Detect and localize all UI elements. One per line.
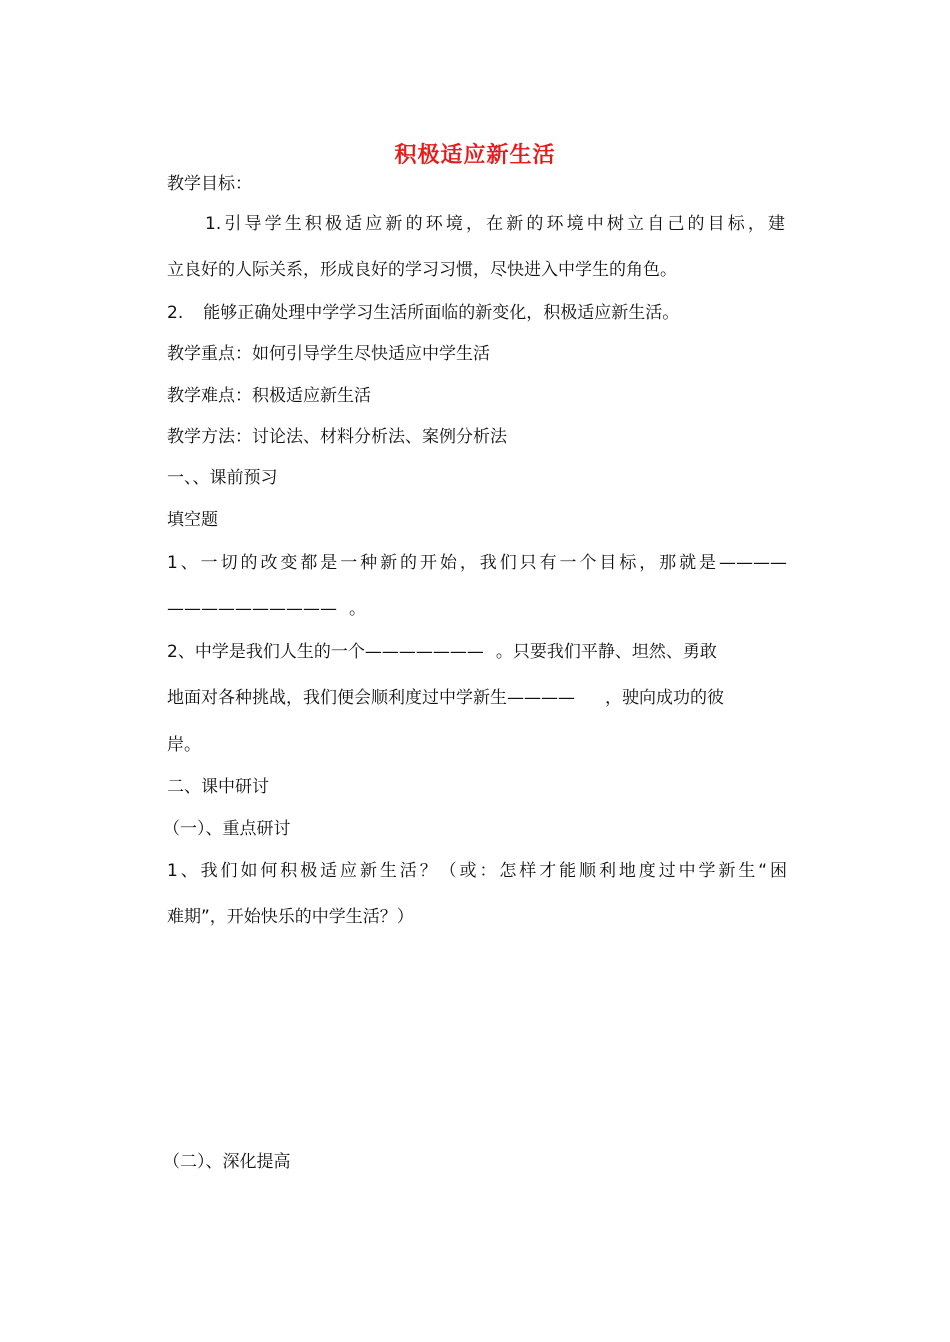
document-title: 积极适应新生活 xyxy=(394,143,556,168)
question-2-part-4: ，驶向成功的彼 xyxy=(605,688,724,708)
fill-blank-heading: 填空题 xyxy=(167,510,218,530)
subsection-2-heading: （二）、深化提高 xyxy=(163,1152,291,1172)
section-1-heading: 一、、课前预习 xyxy=(167,468,278,488)
question-2-part-3: 地面对各种挑战，我们便会顺利度过中学新生———— xyxy=(167,688,575,708)
question-2-line-2 xyxy=(167,686,787,710)
question-2-line-1 xyxy=(167,640,787,664)
question-2-part-2: 。只要我们平静、坦然、勇敢 xyxy=(495,642,717,662)
goal-1-line-1: 1.引导学生积极适应新的环境，在新的环境中树立自己的目标，建 xyxy=(205,214,785,234)
teaching-methods: 教学方法：讨论法、材料分析法、案例分析法 xyxy=(167,427,507,447)
goal-1-line-2: 立良好的人际关系，形成良好的学习习惯，尽快进入中学生的角色。 xyxy=(167,260,677,280)
question-1-line-2 xyxy=(167,597,787,621)
question-1-blank: —————————— xyxy=(167,599,337,619)
question-1-line-1: 1、一切的改变都是一种新的开始，我们只有一个目标，那就是———— xyxy=(167,553,787,573)
key-point: 教学重点：如何引导学生尽快适应中学生活 xyxy=(167,344,490,364)
subsection-1-heading: （一）、重点研讨 xyxy=(163,819,291,839)
difficult-point: 教学难点：积极适应新生活 xyxy=(167,386,371,406)
question-2-line-3: 岸。 xyxy=(167,735,201,755)
question-1-end: 。 xyxy=(349,599,366,619)
goal-2-number: 2. xyxy=(167,303,184,323)
question-2-part-1: 2、中学是我们人生的一个——————— xyxy=(167,642,484,662)
research-question-1-line-1: 1、我们如何积极适应新生活？（或：怎样才能顺利地度过中学新生“困 xyxy=(167,861,787,881)
goal-2-text: 能够正确处理中学学习生活所面临的新变化，积极适应新生活。 xyxy=(203,303,680,323)
goals-heading: 教学目标： xyxy=(167,174,252,194)
research-question-1-line-2: 难期”，开始快乐的中学生活？） xyxy=(167,907,414,927)
goal-2 xyxy=(167,301,787,325)
section-2-heading: 二、课中研讨 xyxy=(167,777,269,797)
